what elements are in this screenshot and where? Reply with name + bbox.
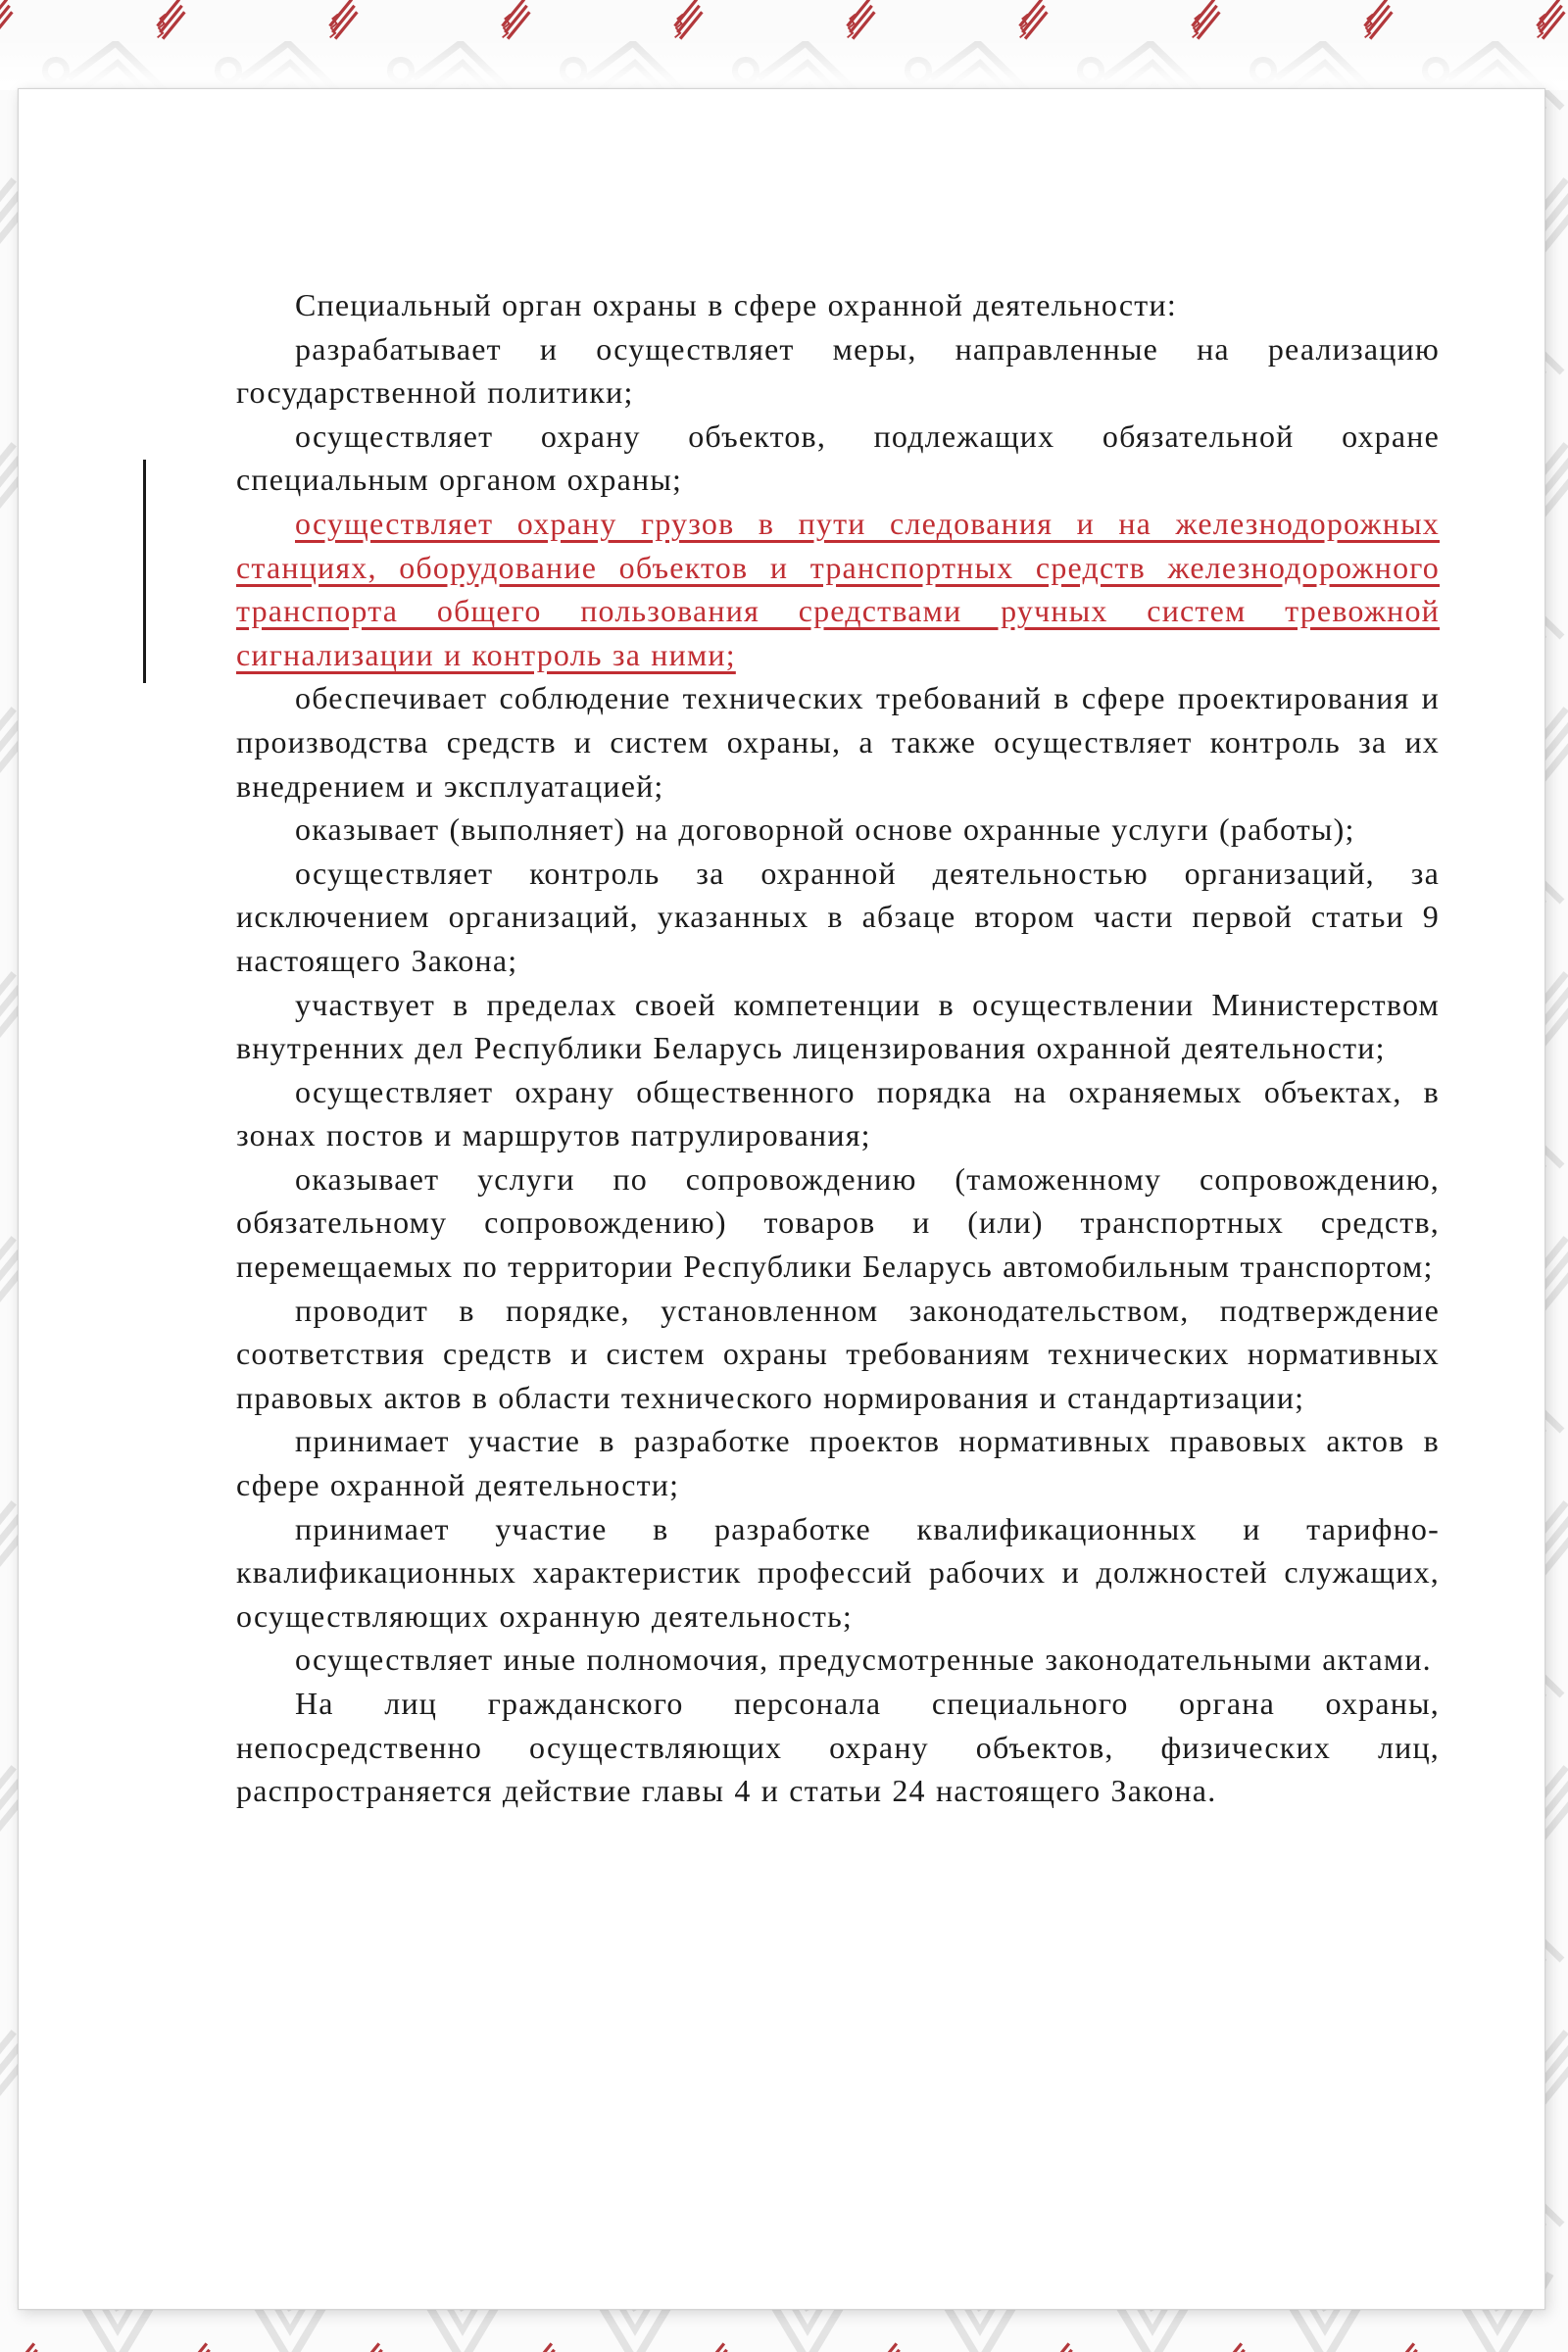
red-ornament-icon [312, 0, 374, 41]
paragraph: Специальный орган охраны в сфере охранной деятельности: [295, 287, 1177, 322]
paragraph: оказывает услуги по сопровождению (таможенному сопровождению, обязательному сопровождению) товаров и (или) транспортных средств, перемещаемых по территории Республики Беларусь автомобильным транспортом; [236, 1160, 1440, 1285]
paragraph: обеспечивает соблюдение технических требований в сфере проектирования и производства средств и систем охраны, а также осуществляет контроль за их внедрением и эксплуатацией; [236, 680, 1440, 804]
paragraph: принимает участие в разработке квалификационных и тарифно-квалификационных характеристик профессий рабочих и должностей служащих, осуществляющих охранную деятельность; [236, 1510, 1440, 1634]
paragraph: осуществляет охрану объектов, подлежащих обязательной охране специальным органом охраны; [236, 417, 1440, 498]
paragraph: разрабатывает и осуществляет меры, направленные на реализацию государственной политики; [236, 330, 1440, 411]
red-ornament-icon [339, 2340, 402, 2352]
document-page [18, 88, 1545, 2310]
red-ornament-icon [1546, 2340, 1568, 2352]
paragraph: осуществляет иные полномочия, предусмотренные законодательными актами. [295, 1642, 1432, 1678]
paragraph: принимает участие в разработке проектов нормативных правовых актов в сфере охранной деятельности; [236, 1423, 1440, 1503]
document-text [236, 283, 1440, 1813]
red-ornament-icon [0, 0, 29, 41]
red-ornament-icon [1519, 0, 1568, 41]
paragraph: участвует в пределах своей компетенции в осуществлении Министерством внутренних дел Республики Беларусь лицензирования охранной деятельности; [236, 986, 1440, 1066]
red-ornament-icon [684, 2340, 747, 2352]
paragraph: осуществляет охрану общественного порядка на охраняемых объектах, в зонах постов и маршрутов патрулирования; [236, 1073, 1440, 1153]
paragraph: осуществляет контроль за охранной деятельностью организаций, за исключением организаций, указанных в абзаце втором части первой статьи 9 настоящего Закона; [236, 855, 1440, 978]
background-fade-band [0, 37, 1568, 90]
paragraph: На лиц гражданского персонала специального органа охраны, непосредственно осуществляющих охрану объектов, физических лиц, распространяется действие главы 4 и статьи 24 настоящего Закона. [236, 1686, 1440, 1809]
red-ornament-icon [829, 0, 892, 41]
red-ornament-icon [1174, 0, 1237, 41]
red-ornament-icon [0, 2340, 57, 2352]
paragraph: проводит в порядке, установленном законодательством, подтверждение соответствия средств и систем охраны требованиям технических нормативных правовых актов в области технического нормирования и стандартизации; [236, 1292, 1440, 1415]
red-ornament-icon [167, 2340, 229, 2352]
red-ornament-icon [1002, 0, 1064, 41]
revision-change-bar [143, 460, 146, 683]
red-ornament-icon [512, 2340, 574, 2352]
red-ornament-icon [139, 0, 202, 41]
red-ornament-icon [1201, 2340, 1264, 2352]
amended-paragraph: осуществляет охрану грузов в пути следования и на железнодорожных станциях, оборудование объектов и транспортных средств железнодорожного транспорта общего пользования средствами ручных систем тревожной сигнализации и контроль за ними; [236, 505, 1440, 672]
red-ornament-icon [857, 2340, 919, 2352]
paragraph: оказывает (выполняет) на договорной основе охранные услуги (работы); [295, 811, 1355, 848]
red-ornament-icon [657, 0, 719, 41]
red-ornament-icon [1029, 2340, 1092, 2352]
red-ornament-icon [1347, 0, 1409, 41]
red-ornament-icon [484, 0, 547, 41]
red-ornament-icon [1374, 2340, 1437, 2352]
